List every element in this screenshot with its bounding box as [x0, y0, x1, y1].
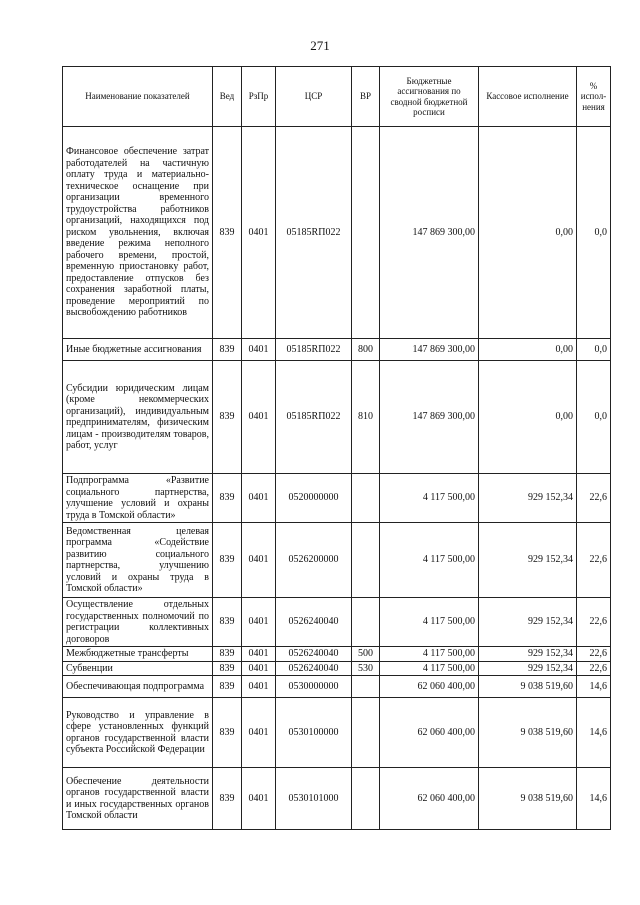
header-csr: ЦСР — [276, 67, 352, 127]
table-cell-plan: 4 117 500,00 — [380, 661, 479, 676]
table-cell-vr: 800 — [352, 339, 380, 361]
table-cell-rzpr: 0401 — [242, 598, 276, 647]
table-cell-pct: 0,0 — [577, 361, 611, 474]
table-cell-name: Ведомственная целевая программа «Содействие развитию социального партнерства, улучшению условий и охраны труда в Томской области» — [63, 523, 213, 598]
table-cell-rzpr: 0401 — [242, 474, 276, 523]
table-cell-cash: 929 152,34 — [479, 523, 577, 598]
table-cell-cash: 0,00 — [479, 339, 577, 361]
table-cell-csr: 0530000000 — [276, 676, 352, 698]
table-cell-cash: 9 038 519,60 — [479, 698, 577, 768]
table-row — [63, 598, 611, 647]
table-cell-name: Финансовое обеспечение затрат работодателей на частичную оплату труда и материально-техническое оснащение при организации временного трудоустройства работников организаций, находящихся под риском увольнения, включая введение режима неполного рабочего времени, простой, временную приостановку работ, предоставление отпусков без сохранения заработной платы, проведение мероприятий по высвобождению работников — [63, 127, 213, 339]
table-cell-ved: 839 — [213, 361, 242, 474]
table-cell-name: Субвенции — [63, 661, 213, 676]
table-cell-pct: 0,0 — [577, 339, 611, 361]
table-cell-name: Обеспечивающая подпрограмма — [63, 676, 213, 698]
table-cell-csr: 0530100000 — [276, 698, 352, 768]
table-cell-rzpr: 0401 — [242, 523, 276, 598]
table-cell-ved: 839 — [213, 768, 242, 830]
table-cell-plan: 147 869 300,00 — [380, 127, 479, 339]
table-cell-pct: 22,6 — [577, 523, 611, 598]
table-cell-csr: 0530101000 — [276, 768, 352, 830]
table-cell-pct: 22,6 — [577, 598, 611, 647]
table-cell-ved: 839 — [213, 676, 242, 698]
table-cell-plan: 4 117 500,00 — [380, 523, 479, 598]
table-cell-ved: 839 — [213, 598, 242, 647]
table-cell-vr — [352, 698, 380, 768]
table-cell-cash: 9 038 519,60 — [479, 768, 577, 830]
table-cell-vr: 530 — [352, 661, 380, 676]
table-row — [63, 127, 611, 339]
table-cell-name: Субсидии юридическим лицам (кроме некоммерческих организаций), индивидуальным предпринимателям, физическим лицам - производителям товаров, работ, услуг — [63, 361, 213, 474]
table-cell-pct: 22,6 — [577, 647, 611, 662]
table-row — [63, 647, 611, 662]
table-cell-rzpr: 0401 — [242, 768, 276, 830]
header-name: Наименование показателей — [63, 67, 213, 127]
table-cell-vr: 810 — [352, 361, 380, 474]
table-cell-plan: 147 869 300,00 — [380, 339, 479, 361]
table-cell-rzpr: 0401 — [242, 676, 276, 698]
header-plan: Бюджетные ассигнования по сводной бюджетной росписи — [380, 67, 479, 127]
table-cell-ved: 839 — [213, 661, 242, 676]
table-cell-rzpr: 0401 — [242, 647, 276, 662]
table-cell-cash: 929 152,34 — [479, 474, 577, 523]
table-cell-name: Подпрограмма «Развитие социального партнерства, улучшение условий и охраны труда в Томской области» — [63, 474, 213, 523]
table-cell-pct: 22,6 — [577, 474, 611, 523]
table-cell-ved: 839 — [213, 523, 242, 598]
table-cell-ved: 839 — [213, 474, 242, 523]
table-cell-cash: 929 152,34 — [479, 647, 577, 662]
table-row — [63, 474, 611, 523]
table-cell-name: Осуществление отдельных государственных полномочий по регистрации коллективных договоров — [63, 598, 213, 647]
table-cell-pct: 0,0 — [577, 127, 611, 339]
table-cell-plan: 62 060 400,00 — [380, 676, 479, 698]
table-row — [63, 661, 611, 676]
table-cell-vr — [352, 474, 380, 523]
header-row — [63, 67, 611, 127]
table-cell-rzpr: 0401 — [242, 661, 276, 676]
table-cell-plan: 4 117 500,00 — [380, 598, 479, 647]
table-cell-rzpr: 0401 — [242, 361, 276, 474]
table-cell-ved: 839 — [213, 339, 242, 361]
table-cell-plan: 147 869 300,00 — [380, 361, 479, 474]
table-cell-ved: 839 — [213, 127, 242, 339]
table-cell-cash: 0,00 — [479, 127, 577, 339]
table-cell-csr: 0526240040 — [276, 598, 352, 647]
table-row — [63, 523, 611, 598]
table-cell-rzpr: 0401 — [242, 698, 276, 768]
table-cell-csr: 0526240040 — [276, 647, 352, 662]
table-cell-pct: 22,6 — [577, 661, 611, 676]
table-cell-cash: 929 152,34 — [479, 661, 577, 676]
table-cell-name: Иные бюджетные ассигнования — [63, 339, 213, 361]
table-row — [63, 676, 611, 698]
table-cell-pct: 14,6 — [577, 676, 611, 698]
table-cell-csr: 05185RП022 — [276, 361, 352, 474]
header-rzpr: РзПр — [242, 67, 276, 127]
table-cell-csr: 05185RП022 — [276, 339, 352, 361]
table-row — [63, 339, 611, 361]
header-ved: Вед — [213, 67, 242, 127]
table-cell-vr — [352, 676, 380, 698]
table-cell-cash: 929 152,34 — [479, 598, 577, 647]
table-cell-csr: 0526240040 — [276, 661, 352, 676]
table-cell-cash: 9 038 519,60 — [479, 676, 577, 698]
table-cell-name: Обеспечение деятельности органов государственной власти и иных государственных органов Томской области — [63, 768, 213, 830]
table-cell-plan: 62 060 400,00 — [380, 698, 479, 768]
header-cash: Кассовое исполнение — [479, 67, 577, 127]
page-number: 271 — [310, 38, 330, 53]
table-cell-vr — [352, 523, 380, 598]
budget-execution-table — [62, 66, 611, 830]
table-cell-ved: 839 — [213, 698, 242, 768]
table-cell-csr: 0526200000 — [276, 523, 352, 598]
table-cell-vr: 500 — [352, 647, 380, 662]
table-cell-vr — [352, 127, 380, 339]
table-cell-pct: 14,6 — [577, 698, 611, 768]
table-row — [63, 361, 611, 474]
table-row — [63, 768, 611, 830]
table-cell-name: Руководство и управление в сфере установленных функций органов государственной власти субъекта Российской Федерации — [63, 698, 213, 768]
table-cell-plan: 4 117 500,00 — [380, 474, 479, 523]
table-cell-name: Межбюджетные трансферты — [63, 647, 213, 662]
table-cell-cash: 0,00 — [479, 361, 577, 474]
table-cell-plan: 4 117 500,00 — [380, 647, 479, 662]
table-cell-csr: 05185RП022 — [276, 127, 352, 339]
table-cell-pct: 14,6 — [577, 768, 611, 830]
table-cell-rzpr: 0401 — [242, 339, 276, 361]
table-cell-csr: 0520000000 — [276, 474, 352, 523]
table-row — [63, 698, 611, 768]
table-cell-vr — [352, 598, 380, 647]
table-cell-rzpr: 0401 — [242, 127, 276, 339]
header-pct: % испол-нения — [577, 67, 611, 127]
table-cell-vr — [352, 768, 380, 830]
header-vr: ВР — [352, 67, 380, 127]
table-cell-ved: 839 — [213, 647, 242, 662]
table-cell-plan: 62 060 400,00 — [380, 768, 479, 830]
